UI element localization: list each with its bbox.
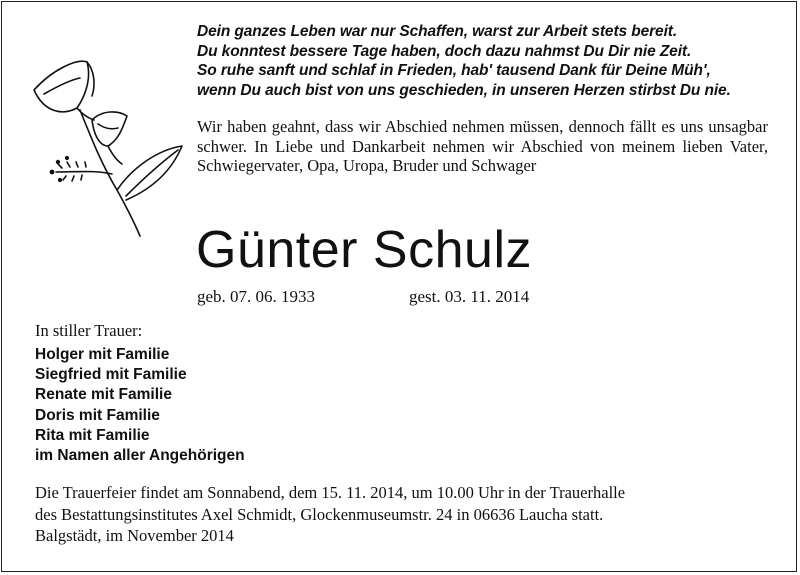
poem-line: wenn Du auch bist von uns geschieden, in unseren Herzen stirbst Du nie. [197,81,731,99]
mourner-entry: Holger mit Familie [35,346,170,363]
mourner-entry: im Namen aller Angehörigen [35,447,245,465]
poem-line: Dein ganzes Leben war nur Schaffen, warst zur Arbeit stets bereit. [197,23,678,40]
poem-line: Du konntest bessere Tage haben, doch dazu nahmst Du Dir nie Zeit. [197,42,692,60]
intro-text: Wir haben geahnt, dass wir Abschied nehmen müssen, dennoch fällt es uns unsagbar schwer. In Liebe und Dankarbeit nehmen wir Abschied von meinem lieben Vater, Schwiegervater, Opa, Uropa, Bruder und Schwager [197,117,768,176]
calla-lily-icon [22,50,197,240]
mourner-entry: Renate mit Familie [35,386,172,404]
mourner-entry: Siegfried mit Familie [35,366,187,384]
mourner-entry: Doris mit Familie [35,406,160,424]
death-date: gest. 03. 11. 2014 [409,287,530,306]
place-date: Balgstädt, im November 2014 [35,526,234,545]
mourning-label: In stiller Trauer: [35,321,143,340]
funeral-line: des Bestattungsinstitutes Axel Schmidt, Glockenmuseumstr. 24 in 06636 Laucha statt. [35,505,604,524]
funeral-info [35,482,775,526]
deceased-name: Günter Schulz [196,221,532,279]
funeral-line: Die Trauerfeier findet am Sonnabend, dem 15. 11. 2014, um 10.00 Uhr in der Trauerhalle [35,483,626,502]
poem-line: So ruhe sanft und schlaf in Frieden, hab' tausend Dank für Deine Müh', [197,62,711,80]
mourner-entry: Rita mit Familie [35,426,150,444]
mourners-list [35,345,245,466]
memorial-poem [197,22,787,100]
life-dates [197,287,529,307]
birth-date: geb. 07. 06. 1933 [197,287,316,306]
